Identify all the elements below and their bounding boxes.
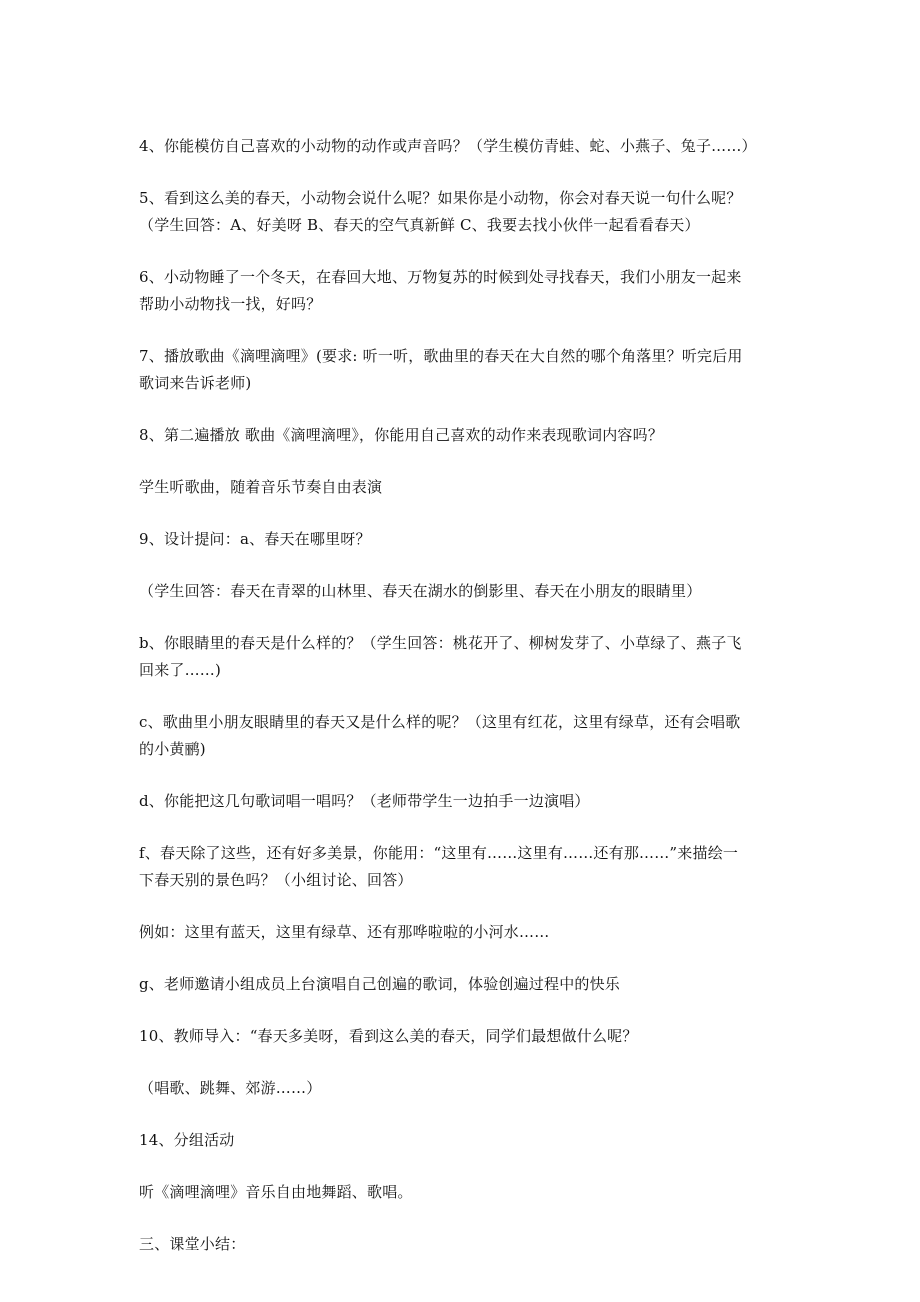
paragraph-line: d、你能把这几句歌词唱一唱吗？（老师带学生一边拍手一边演唱） xyxy=(139,792,590,810)
paragraph xyxy=(139,133,784,160)
paragraph-line: 6、小动物睡了一个冬天，在春回大地、万物复苏的时候到处寻找春天，我们小朋友一起来 xyxy=(139,268,742,286)
paragraph xyxy=(139,578,784,605)
paragraph-line: 9、设计提问：a、春天在哪里呀？ xyxy=(139,530,371,548)
paragraph xyxy=(139,630,784,684)
paragraph xyxy=(139,474,784,501)
paragraph-line: 的小黄鹂) xyxy=(139,740,206,758)
paragraph-line: （唱歌、跳舞、郊游……） xyxy=(139,1079,322,1097)
paragraph-line: 帮助小动物找一找，好吗？ xyxy=(139,295,322,313)
paragraph-line: （学生回答：A、好美呀 B、春天的空气真新鲜 C、我要去找小伙伴一起看看春天） xyxy=(139,216,700,234)
paragraph xyxy=(139,343,784,397)
paragraph xyxy=(139,1075,784,1102)
paragraph xyxy=(139,788,784,815)
paragraph-line: 三、课堂小结： xyxy=(139,1235,246,1253)
paragraph-line: g、老师邀请小组成员上台演唱自己创遍的歌词，体验创遍过程中的快乐 xyxy=(139,975,621,993)
paragraph xyxy=(139,1023,784,1050)
paragraph-line: 10、教师导入：“春天多美呀，看到这么美的春天，同学们最想做什么呢？ xyxy=(139,1027,638,1045)
paragraph xyxy=(139,1231,784,1258)
paragraph-line: 听《滴哩滴哩》音乐自由地舞蹈、歌唱。 xyxy=(139,1183,413,1201)
paragraph xyxy=(139,709,784,763)
paragraph xyxy=(139,526,784,553)
paragraph xyxy=(139,422,784,449)
paragraph-line: 4、你能模仿自己喜欢的小动物的动作或声音吗？（学生模仿青蛙、蛇、小燕子、兔子……） xyxy=(139,137,757,155)
paragraph-line: b、你眼睛里的春天是什么样的？（学生回答：桃花开了、柳树发芽了、小草绿了、燕子飞 xyxy=(139,634,742,652)
paragraph-line: f、春天除了这些，还有好多美景，你能用：“这里有……这里有……还有那……”来描绘一 xyxy=(139,844,739,862)
paragraph xyxy=(139,971,784,998)
paragraph-line: （学生回答：春天在青翠的山林里、春天在湖水的倒影里、春天在小朋友的眼睛里） xyxy=(139,582,702,600)
paragraph-line: 8、第二遍播放 歌曲《滴哩滴哩》，你能用自己喜欢的动作来表现歌词内容吗？ xyxy=(139,426,664,444)
document-body xyxy=(139,133,784,1283)
paragraph xyxy=(139,1179,784,1206)
paragraph-line: 回来了……) xyxy=(139,661,222,679)
paragraph-line: 学生听歌曲，随着音乐节奏自由表演 xyxy=(139,478,383,496)
paragraph xyxy=(139,185,784,239)
paragraph xyxy=(139,1127,784,1154)
paragraph xyxy=(139,840,784,894)
paragraph xyxy=(139,919,784,946)
paragraph-line: 例如：这里有蓝天，这里有绿草、还有那哗啦啦的小河水…… xyxy=(139,923,550,941)
paragraph-line: 7、播放歌曲《滴哩滴哩》(要求: 听一听，歌曲里的春天在大自然的哪个角落里？听完后用 xyxy=(139,347,743,365)
paragraph-line: c、歌曲里小朋友眼睛里的春天又是什么样的呢？（这里有红花，这里有绿草，还有会唱歌 xyxy=(139,713,741,731)
paragraph-line: 下春天别的景色吗？（小组讨论、回答） xyxy=(139,871,413,889)
paragraph-line: 5、看到这么美的春天，小动物会说什么呢？如果你是小动物，你会对春天说一句什么呢？ xyxy=(139,189,742,207)
paragraph-line: 14、分组活动 xyxy=(139,1131,235,1149)
paragraph xyxy=(139,264,784,318)
paragraph-line: 歌词来告诉老师) xyxy=(139,374,252,392)
